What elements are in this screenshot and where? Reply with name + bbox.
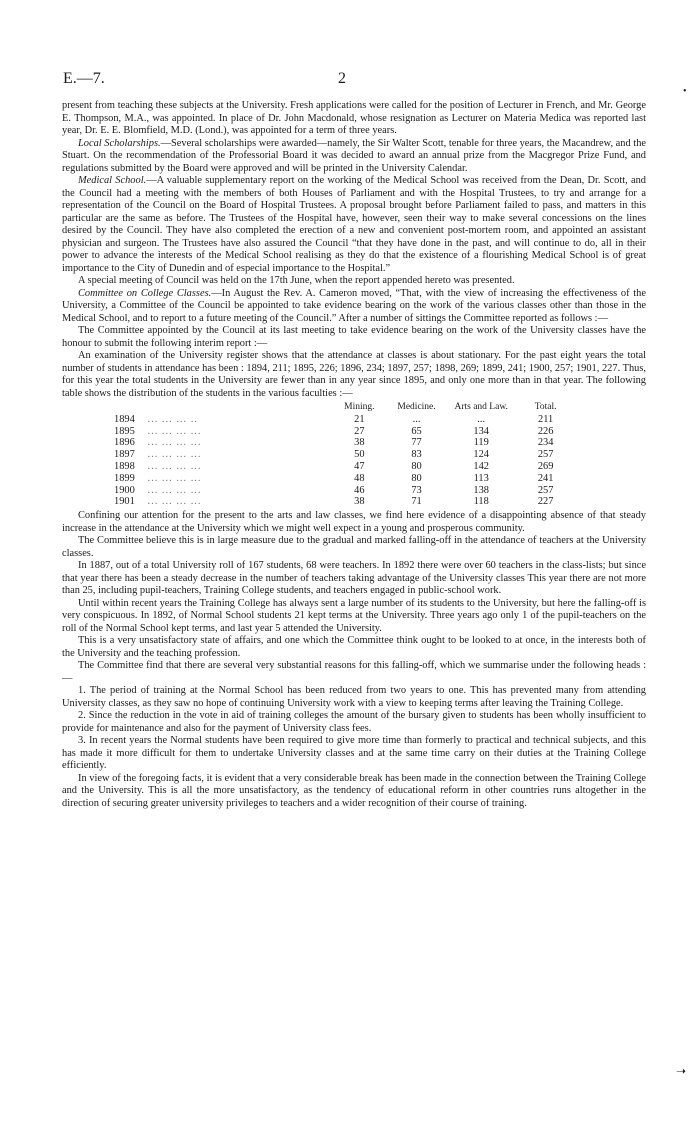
paragraph-heading: Local Scholarships.: [78, 137, 161, 149]
paragraph: The Committee find that there are several very substantial reasons for this falling-off, which we summarise under the following heads :—: [62, 660, 646, 684]
table-row: 1895 ... ... ... ... 27 65 134 226: [114, 425, 554, 437]
column-header: Total.: [534, 402, 557, 412]
paragraph: 2. Since the reduction in the vote in aid of training colleges the amount of the bursary given to students has been wholly insufficient to provide for maintenance and also for the payment of University class fees.: [62, 710, 646, 734]
document-body: [62, 100, 646, 810]
table-row: 1896 ... ... ... ... 38 77 119 234: [114, 437, 554, 449]
paragraph: This is a very unsatisfactory state of affairs, and one which the Committee think ought to be looked to at once, in the interests both of the University and the teaching profession.: [62, 635, 646, 659]
paragraph: The Committee believe this is in large measure due to the gradual and marked falling-off in the attendance of teachers at the University classes.: [62, 535, 646, 559]
faculty-distribution-table: [114, 402, 574, 508]
column-header: Arts and Law.: [454, 402, 508, 412]
table-row: 1898 ... ... ... ... 47 80 142 269: [114, 460, 554, 472]
table-row: 1900 ... ... ... ... 46 73 138 257: [114, 484, 554, 496]
paragraph: Until within recent years the Training College has always sent a large number of its students to the University, but here the falling-off is very conspicuous. In 1892, of Normal School students 21 kept terms at the University. Three years ago only 1 of the pupil-teachers on the roll of the Normal School kept terms, and last year 5 attended the University.: [62, 597, 646, 634]
paragraph: Medical School.—A valuable supplementary report on the working of the Medical School was received from the Dean, Dr. Scott, and the Council had a meeting with the members of both Houses of Parliament and with the Hospital Trustees, to try and arrange for a representation of the Council on the Board of Hospital Trustees. A proposal brought before Parliament failed to pass, and matters in this particular are the same as before. The Trustees of the Hospital have, however, seen their way to make several concessions on the lines desired by the Council. They have also completed the erection of a new and convenient post-mortem room, and appointed an assistant physician and surgeon. The Trustees have also assured the Council “that they have done in the past, and will continue to do, all in their power to advance the interests of the Medical School realising as they do that the existence of a flourishing Medical School is of great importance to the City of Dunedin and of especial importance to the Hospital.”: [62, 175, 646, 274]
column-header: Medicine.: [397, 402, 436, 412]
paragraph-heading: Medical School.: [78, 175, 147, 186]
table-row: 1894 ... ... ... .. 21 ... ... 211: [114, 413, 554, 425]
table-row: 1899 ... ... ... ... 48 80 113 241: [114, 472, 554, 484]
column-header: Mining.: [344, 402, 375, 412]
paragraph: In 1887, out of a total University roll of 167 students, 68 were teachers. In 1892 there were over 60 teachers in the class-lists; but since that year there has been a steady decrease in the number of teachers taking advantage of the University classes This year there are not more than 25, including pupil-teachers, Training College students, and teachers engaged in public-school work.: [62, 560, 646, 597]
paragraph: 3. In recent years the Normal students have been required to give more time than formerly to practical and technical subjects, and this has made it more difficult for them to undertake University classes and at the same time carry on their duties at the Training College efficiently.: [62, 735, 646, 772]
margin-mark: •: [683, 86, 687, 97]
margin-arrow-mark: ➝: [676, 1064, 687, 1078]
paragraph: present from teaching these subjects at the University. Fresh applications were called for the position of Lecturer in French, and Mr. George E. Thompson, M.A., was appointed. In place of Dr. John Macdonald, whose resignation as Lecturer on Materia Medica was reported last year, Dr. E. E. Blomfield, M.D. (Lond.), was appointed for a term of three years.: [62, 100, 646, 136]
paragraph: In view of the foregoing facts, it is evident that a very considerable break has been made in the connection between the Training College and the University. This is all the more unsatisfactory, as the tendency of educational reform in other countries runs altogether in the direction of securing greater university privileges to teachers and a wider recognition of their course of training.: [62, 772, 646, 809]
page-number: 2: [338, 70, 346, 87]
paragraph: 1. The period of training at the Normal School has been reduced from two years to one. This has prevented many from attending University classes, as they saw no hope of continuing University work with a view to keeping terms after leaving the Training College.: [62, 685, 646, 709]
paragraph: A special meeting of Council was held on the 17th June, when the report appended hereto was presented.: [78, 275, 515, 286]
paragraph: Local Scholarships.—Several scholarships were awarded—namely, the Sir Walter Scott, tenable for three years, the Macandrew, and the Stuart. On the recommendation of the Professorial Board it was decided to award an annual prize from the Macgregor Prize Fund, and regulations submitted by the Board were approved and will be printed in the University Calendar.: [62, 137, 646, 174]
table-row: 1901 ... ... ... ... 38 71 118 227: [114, 496, 554, 508]
table-header-row: [114, 402, 574, 414]
paragraph: Committee on College Classes.—In August the Rev. A. Cameron moved, “That, with the view of increasing the effectiveness of the University, a Committee of the Council be appointed to take evidence bearing on the work of the various classes other than those in the Medical School, and to report to a future meeting of the Council.” After a number of sittings the Committee reported as follows :—: [62, 287, 646, 324]
paragraph-heading: Committee on College Classes.: [78, 287, 212, 299]
paragraph: Confining our attention for the present to the arts and law classes, we find here evidence of a disappointing absence of that steady increase in the attendance at the University which we might well expect in a young and prosperous community.: [62, 510, 646, 534]
document-reference: E.—7.: [63, 70, 105, 87]
paragraph: The Committee appointed by the Council at its last meeting to take evidence bearing on the work of the University classes have the honour to submit the following interim report :—: [62, 325, 646, 349]
paragraph: An examination of the University register shows that the attendance at classes is about stationary. For the past eight years the total number of students in attendance has been : 1894, 211; 1895, 226; 1896, 234; 1897, 257; 1898, 269; 1899, 241; 1900, 257; 1901, 227. Thus, for this year the total students in the University are fewer than in any year since 1895, and only one more than in that year. The following table shows the distribution of the students in the various faculties :—: [62, 350, 646, 399]
table-row: 1897 ... ... ... ... 50 83 124 257: [114, 449, 554, 461]
